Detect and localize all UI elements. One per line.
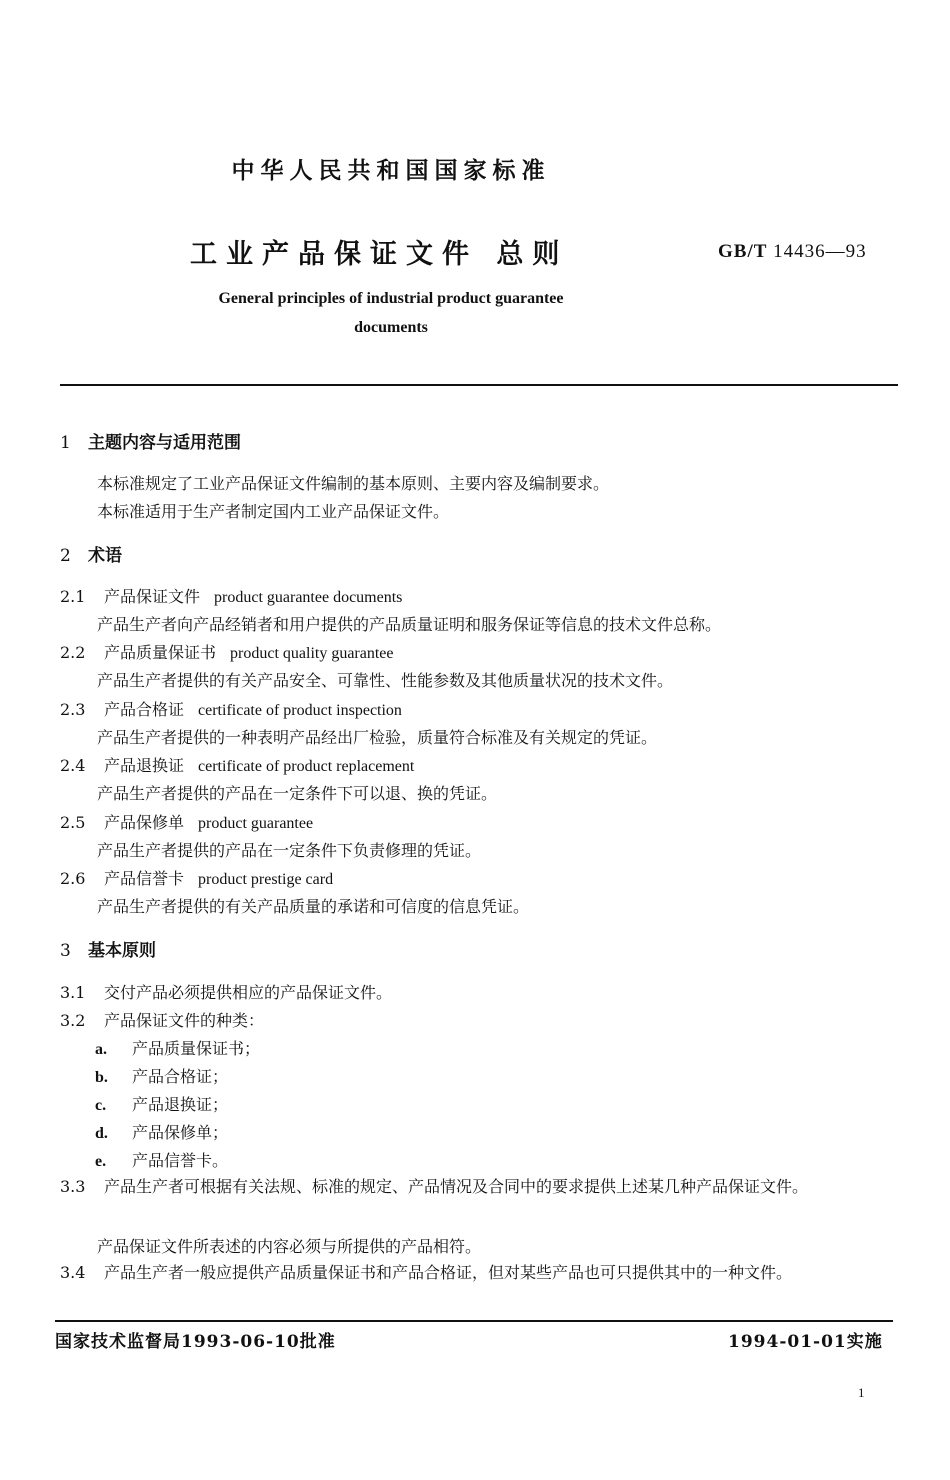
issuing-org: 中华人民共和国国家标准: [231, 157, 551, 184]
term-2-2-definition: 产品生产者提供的有关产品安全、可靠性、性能参数及其他质量状况的技术文件。: [97, 671, 674, 690]
standard-number: 14436—93: [773, 241, 867, 262]
clause-text: 产品生产者一般应提供产品质量保证书和产品合格证，但对某些产品也可只提供其中的一种文件。: [104, 1263, 793, 1282]
term-en: product guarantee: [198, 815, 314, 832]
term-en: certificate of product replacement: [198, 758, 415, 775]
term-2-3: [60, 697, 402, 720]
term-2-3-definition: 产品生产者提供的一种表明产品经出厂检验，质量符合标准及有关规定的凭证。: [97, 728, 658, 747]
term-2-2: [60, 640, 394, 663]
bottom-divider: [55, 1320, 893, 1322]
clause-3-3-para-2: 产品保证文件所表述的内容必须与所提供的产品相符。: [97, 1237, 482, 1256]
kind-letter: c.: [95, 1097, 107, 1114]
section-1-para-2: 本标准适用于生产者制定国内工业产品保证文件。: [97, 502, 450, 521]
section-number: 2: [60, 546, 71, 566]
section-3-heading: [60, 936, 156, 961]
term-2-6-definition: 产品生产者提供的有关产品质量的承诺和可信度的信息凭证。: [97, 897, 530, 916]
term-cn: 产品质量保证书: [104, 643, 217, 662]
kind-letter: d.: [95, 1125, 108, 1142]
term-number: 2.3: [60, 700, 86, 719]
clause-number: 3.3: [60, 1177, 86, 1196]
section-1-heading: [60, 428, 241, 453]
kind-text: 产品信誉卡。: [132, 1151, 229, 1170]
section-title: 术语: [88, 546, 122, 566]
term-en: product guarantee documents: [214, 589, 403, 606]
term-en: product quality guarantee: [230, 645, 394, 662]
kind-letter: b.: [95, 1069, 108, 1086]
clause-3-3: [60, 1174, 890, 1200]
term-cn: 产品合格证: [104, 700, 185, 719]
clause-number: 3.1: [60, 983, 86, 1002]
page-number: 1: [858, 1385, 865, 1400]
term-cn: 产品退换证: [104, 756, 185, 775]
section-number: 3: [60, 941, 71, 961]
kind-text: 产品质量保证书；: [132, 1039, 261, 1058]
approval-note: 国家技术监督局1993-06-10批准: [55, 1332, 336, 1352]
document-title: 工业产品保证文件 总则: [190, 239, 569, 270]
kind-d: [95, 1120, 228, 1143]
standard-prefix: GB/T: [718, 241, 768, 262]
term-en: certificate of product inspection: [198, 702, 402, 719]
section-1-para-1: 本标准规定了工业产品保证文件编制的基本原则、主要内容及编制要求。: [97, 474, 610, 493]
clause-3-2: [60, 1008, 264, 1031]
clause-number: 3.4: [60, 1263, 86, 1282]
kind-letter: a.: [95, 1041, 107, 1058]
term-number: 2.4: [60, 756, 86, 775]
term-number: 2.2: [60, 643, 86, 662]
section-number: 1: [60, 433, 71, 453]
term-2-5: [60, 810, 313, 833]
term-2-4-definition: 产品生产者提供的产品在一定条件下可以退、换的凭证。: [97, 784, 498, 803]
term-2-4: [60, 753, 414, 776]
standard-code: [718, 241, 867, 263]
kind-text: 产品保修单；: [132, 1123, 229, 1142]
kind-c: [95, 1092, 228, 1115]
section-2-heading: [60, 541, 122, 566]
kind-text: 产品合格证；: [132, 1067, 229, 1086]
english-title-line2: documents: [354, 319, 428, 336]
clause-3-1: [60, 980, 392, 1003]
section-title: 主题内容与适用范围: [88, 433, 241, 453]
kind-letter: e.: [95, 1153, 107, 1170]
clause-number: 3.2: [60, 1011, 86, 1030]
term-2-1: [60, 584, 402, 607]
kind-b: [95, 1064, 228, 1087]
effective-date: 1994-01-01实施: [728, 1332, 883, 1352]
term-cn: 产品保证文件: [104, 587, 201, 606]
term-2-5-definition: 产品生产者提供的产品在一定条件下负责修理的凭证。: [97, 841, 482, 860]
section-title: 基本原则: [88, 941, 156, 961]
term-cn: 产品信誉卡: [104, 869, 185, 888]
clause-text: 产品生产者可根据有关法规、标准的规定、产品情况及合同中的要求提供上述某几种产品保证文件。: [104, 1177, 809, 1196]
kind-e: [95, 1148, 228, 1171]
clause-3-4: [60, 1260, 890, 1286]
term-2-6: [60, 866, 333, 889]
clause-text: 产品保证文件的种类：: [104, 1011, 265, 1030]
term-en: product prestige card: [198, 871, 334, 888]
kind-a: [95, 1036, 260, 1059]
term-number: 2.5: [60, 813, 86, 832]
term-cn: 产品保修单: [104, 813, 185, 832]
english-title-line1: General principles of industrial product guarantee: [218, 290, 564, 307]
clause-text: 交付产品必须提供相应的产品保证文件。: [104, 983, 393, 1002]
term-2-1-definition: 产品生产者向产品经销者和用户提供的产品质量证明和服务保证等信息的技术文件总称。: [97, 615, 722, 634]
kind-text: 产品退换证；: [132, 1095, 229, 1114]
top-divider: [60, 384, 898, 386]
term-number: 2.1: [60, 587, 86, 606]
term-number: 2.6: [60, 869, 86, 888]
